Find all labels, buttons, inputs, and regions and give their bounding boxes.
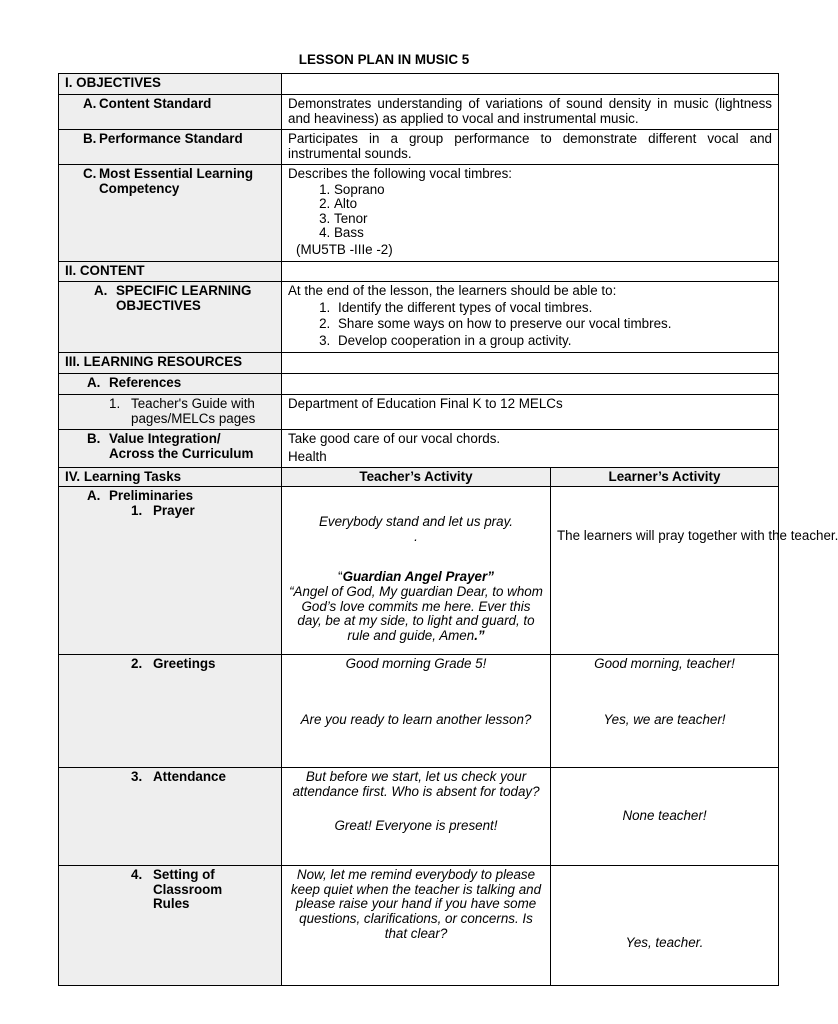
content-standard-text: Demonstrates understanding of variations of sound density in music (lightness and heaviness) as applied to vocal and instrumental music.: [282, 95, 779, 130]
value-integration-label: B. Value Integration/ Across the Curriculum: [59, 430, 282, 467]
list-item: 1. Identify the different types of vocal timbres.: [334, 301, 772, 316]
prayer-learner-activity: The learners will pray together with the teacher.: [551, 487, 779, 655]
references-label: A. References: [59, 374, 282, 395]
content-standard-row: [59, 95, 779, 130]
vocal-timbre-list: [288, 183, 772, 241]
references-empty-cell: [282, 374, 779, 395]
competency-row: [59, 165, 779, 262]
content-heading: II. CONTENT: [59, 262, 282, 282]
performance-standard-label: B. Performance Standard: [59, 130, 282, 165]
competency-code: (MU5TB -IIIe -2): [296, 241, 393, 257]
specific-objectives-row: [59, 282, 779, 353]
resources-heading: III. LEARNING RESOURCES: [59, 353, 282, 374]
teachers-guide-label: 1. Teacher's Guide with pages/MELCs pages: [59, 395, 282, 430]
competency-text: [282, 165, 779, 262]
rules-teacher-activity: Now, let me remind everybody to please keep quiet when the teacher is talking and please raise your hand if you have some questions, clarifications, or concerns. Is that clear?: [282, 866, 551, 986]
lesson-plan-table: [58, 73, 838, 986]
attendance-learner-activity: None teacher!: [551, 768, 779, 866]
rules-learner-activity: Yes, teacher.: [551, 866, 779, 986]
objectives-empty-cell: [282, 74, 779, 95]
specific-objectives-text: [282, 282, 779, 353]
objectives-heading: I. OBJECTIVES: [59, 74, 282, 95]
value-integration-row: [59, 430, 779, 467]
learner-activity-header: Learner’s Activity: [551, 467, 779, 487]
list-item: 3. Develop cooperation in a group activity.: [334, 334, 772, 349]
list-item: 2. Alto: [334, 197, 772, 212]
resources-empty-cell: [282, 353, 779, 374]
content-row: [59, 262, 779, 282]
greetings-label: 2. Greetings: [59, 655, 282, 768]
competency-label: C. Most Essential Learning Competency: [59, 165, 282, 262]
teachers-guide-text: Department of Education Final K to 12 MELCs: [282, 395, 779, 430]
attendance-teacher-activity: But before we start, let us check your attendance first. Who is absent for today? Great! Everyone is present!: [282, 768, 551, 866]
list-item: 2. Share some ways on how to preserve our vocal timbres.: [334, 317, 772, 332]
prayer-title: “Guardian Angel Prayer”: [338, 569, 494, 585]
attendance-row: [59, 768, 779, 866]
objectives-intro: At the end of the lesson, the learners should be able to:: [288, 283, 617, 298]
tasks-header-row: [59, 467, 779, 487]
tasks-heading: IV. Learning Tasks: [59, 467, 282, 487]
preliminaries-label: A. Preliminaries 1. Prayer: [59, 487, 282, 655]
prayer-row: [59, 487, 779, 655]
performance-standard-row: [59, 130, 779, 165]
objectives-list: [288, 301, 772, 349]
teacher-activity-header: Teacher’s Activity: [282, 467, 551, 487]
list-item: 4. Bass: [334, 226, 772, 241]
content-empty-cell: [282, 262, 779, 282]
rules-row: [59, 866, 779, 986]
greetings-row: [59, 655, 779, 768]
teachers-guide-row: [59, 395, 779, 430]
greetings-learner-activity: Good morning, teacher! Yes, we are teacher!: [551, 655, 779, 768]
list-item: 3. Tenor: [334, 212, 772, 227]
prayer-teacher-activity: Everybody stand and let us pray. . “Guardian Angel Prayer” “Angel of God, My guardian Dear, to whom God’s love commits me here. Ever this day, be at my side, to light and guard, to rule and guide, Amen.”: [282, 487, 551, 655]
references-row: [59, 374, 779, 395]
value-integration-text: Take good care of our vocal chords. Health: [282, 430, 779, 467]
prayer-instruction: Everybody stand and let us pray.: [318, 514, 514, 530]
list-item: 1. Soprano: [334, 183, 772, 198]
specific-objectives-label: A. SPECIFIC LEARNING OBJECTIVES: [59, 282, 282, 353]
objectives-row: [59, 74, 779, 95]
rules-label: 4. Setting of Classroom Rules: [59, 866, 282, 986]
performance-standard-text: Participates in a group performance to demonstrate different vocal and instrumental sounds.: [282, 130, 779, 165]
attendance-label: 3. Attendance: [59, 768, 282, 866]
competency-intro: Describes the following vocal timbres:: [288, 166, 513, 181]
resources-row: [59, 353, 779, 374]
greetings-teacher-activity: Good morning Grade 5! Are you ready to learn another lesson?: [282, 655, 551, 768]
prayer-text: “Angel of God, My guardian Dear, to whom God’s love commits me here. Ever this day, be at my side, to light and guard, to rule and guide, Amen.”: [289, 583, 543, 643]
document-title: LESSON PLAN IN MUSIC 5: [298, 52, 470, 67]
content-standard-label: A. Content Standard: [59, 95, 282, 130]
